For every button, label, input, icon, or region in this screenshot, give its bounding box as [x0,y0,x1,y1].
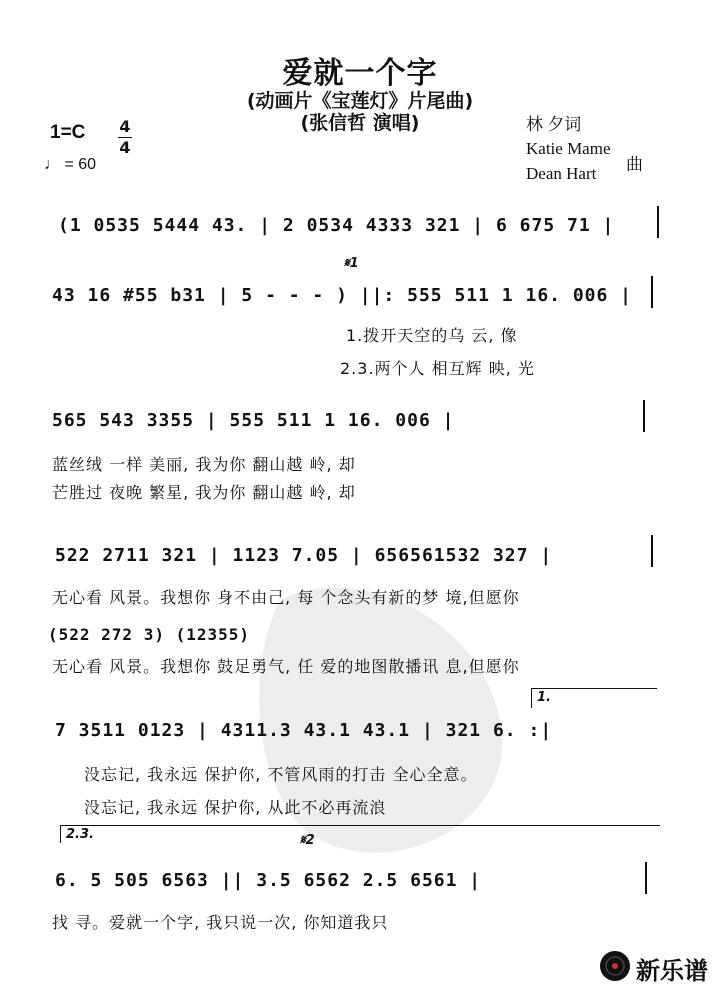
composer-credit-1: Katie Mame [526,139,611,158]
singer-credit: (张信哲 演唱) [300,112,420,134]
barline [657,206,659,238]
lyric-row-3-verse-1: 蓝丝绒 一样 美丽, 我为你 翻山越 岭, 却 [52,455,356,474]
tempo-marking: ♩ = 60 [44,156,97,173]
time-signature-bottom: 4 [119,138,131,157]
lyric-row-4-verse-2: 无心看 风景。我想你 鼓足勇气, 任 爱的地图散播讯 息,但愿你 [52,657,520,676]
lyric-row-2-verse-1: 1.拨开天空的乌 云, 像 [346,326,518,345]
song-title: 爱就一个字 [282,56,438,91]
music-row-1: (1 0535 5444 43. | 2 0534 4333 321 | 6 675 71 | [58,215,615,236]
barline [643,400,645,432]
music-row-6: 6. 5 505 6563 || 3.5 6562 2.5 6561 | [55,870,482,891]
song-subtitle: (动画片《宝莲灯》片尾曲) [246,90,474,112]
logo-text: 新乐谱 [636,957,708,985]
disc-icon [598,949,632,983]
music-row-2: 43 16 #55 b31 | 5 - - - ) ||: 555 511 1 16. 006 | [52,285,633,306]
barline [645,862,647,894]
composer-suffix: 曲 [626,155,643,174]
lyric-row-3-verse-2: 芒胜过 夜晚 繁星, 我为你 翻山越 岭, 却 [52,483,356,502]
lyric-row-5-verse-1: 没忘记, 我永远 保护你, 不管风雨的打击 全心全意。 [84,765,478,784]
music-row-3: 565 543 3355 | 555 511 1 16. 006 | [52,410,455,431]
lyric-row-6-verse-1: 找 寻。爱就一个字, 我只说一次, 你知道我只 [52,913,389,932]
volta-label-1: 1. [537,690,551,705]
composer-credit-2: Dean Hart [526,164,597,183]
site-logo [598,949,718,983]
music-row-4-alt: (522 272 3) (12355) [48,625,251,644]
time-signature [118,118,132,157]
segno-1: 𝄋1 [344,256,359,271]
lyric-row-4-verse-1: 无心看 风景。我想你 身不由己, 每 个念头有新的梦 境,但愿你 [52,588,520,607]
time-signature-top: 4 [119,117,131,136]
lyricist-credit: 林 夕词 [526,115,582,134]
segno-2: 𝄋2 [300,833,315,848]
music-row-5: 7 3511 0123 | 4311.3 43.1 43.1 | 321 6. :| [55,720,553,741]
barline [651,276,653,308]
volta-bracket-1 [531,688,657,689]
key-signature: 1=C [50,122,86,143]
music-row-4: 522 2711 321 | 1123 7.05 | 656561532 327 | [55,545,553,566]
volta-bracket-2-edge [60,825,61,843]
barline [651,535,653,567]
volta-bracket-2 [60,825,660,826]
lyric-row-5-verse-2: 没忘记, 我永远 保护你, 从此不必再流浪 [84,798,387,817]
lyric-row-2-verse-2: 2.3.两个人 相互辉 映, 光 [340,359,535,378]
volta-bracket-1-edge [531,688,532,708]
volta-label-2: 2.3. [66,827,94,842]
